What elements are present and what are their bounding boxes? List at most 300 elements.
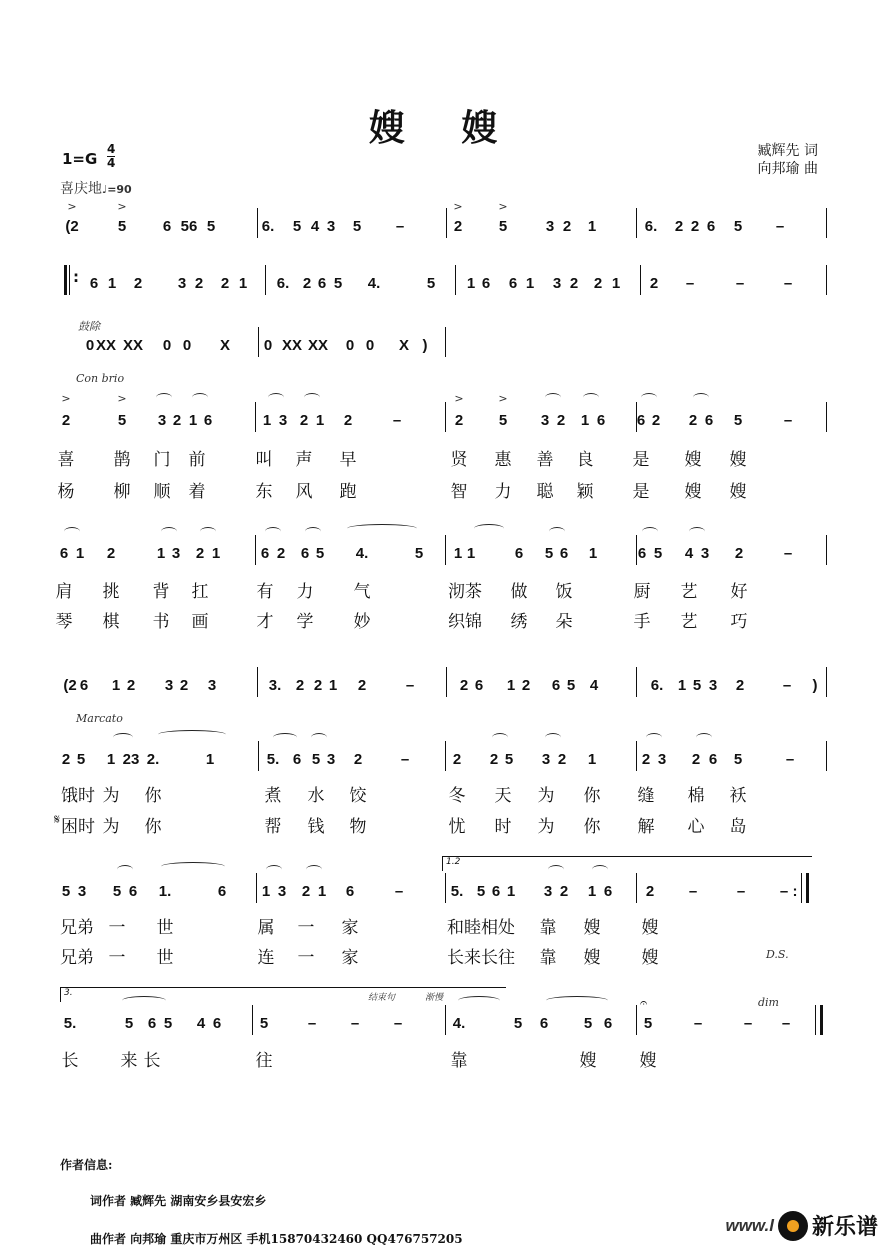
note: – — [781, 1015, 791, 1032]
note: 1 — [588, 545, 598, 562]
barline — [455, 265, 456, 295]
note: 3 — [540, 412, 550, 429]
slur — [122, 996, 166, 1005]
note: 4 — [684, 545, 694, 562]
note: 6 — [514, 545, 524, 562]
barline — [636, 1005, 637, 1035]
barline — [258, 741, 259, 771]
note: – — [736, 883, 746, 900]
note: 2 — [452, 751, 462, 768]
score-row — [0, 883, 888, 909]
note: 2. — [146, 751, 160, 768]
note: 2 — [126, 677, 136, 694]
note: 1. — [158, 883, 172, 900]
lyric-syllable: 才 — [256, 612, 274, 632]
note: 2 — [559, 883, 569, 900]
note: 2 — [220, 275, 230, 292]
note: 5 — [498, 218, 508, 235]
barline — [256, 873, 257, 903]
lyric-syllable: 手 — [633, 612, 651, 632]
note: 1 — [453, 545, 463, 562]
lyric-syllable: 杨 — [57, 482, 75, 502]
lyric-syllable: 属 — [257, 918, 275, 938]
note: 2 — [357, 677, 367, 694]
lyric-syllable: 妙 — [353, 612, 371, 632]
note: 1 — [580, 412, 590, 429]
note: 2 — [690, 218, 700, 235]
note: 5 — [112, 883, 122, 900]
note: 6 — [128, 883, 138, 900]
lyric-syllable: 解 — [637, 817, 655, 837]
slur — [158, 730, 226, 739]
note: 3 — [541, 751, 551, 768]
barline — [636, 535, 637, 565]
note: 2 — [313, 677, 323, 694]
note: 5 — [653, 545, 663, 562]
slur — [117, 865, 133, 874]
barline — [445, 741, 446, 771]
lyric-syllable: 一 — [108, 948, 126, 968]
note: 5 — [476, 883, 486, 900]
note: 6 — [212, 1015, 222, 1032]
lyric-syllable: 饭 — [555, 582, 573, 602]
note: – — [743, 1015, 753, 1032]
lyric-syllable: 早 — [339, 450, 357, 470]
note: 2 — [453, 218, 463, 235]
note: 3 — [700, 545, 710, 562]
lyric-syllable: 有 — [256, 582, 274, 602]
site-logo[interactable] — [725, 1210, 878, 1241]
author-info-heading: 作者信息: — [60, 1158, 113, 1172]
lyric-syllable: 艺 — [680, 582, 698, 602]
note: 5 — [163, 1015, 173, 1032]
note: 6 — [508, 275, 518, 292]
note: 2 — [688, 412, 698, 429]
lyric-syllable: 织锦 — [448, 612, 482, 632]
note: 3 — [177, 275, 187, 292]
note: – — [307, 1015, 317, 1032]
con-brio-marking: Con brio — [76, 372, 125, 385]
lyric-syllable: 艺 — [680, 612, 698, 632]
barline — [826, 741, 827, 771]
barline — [826, 667, 827, 697]
note: 5 — [315, 545, 325, 562]
note: 6 — [481, 275, 491, 292]
note: 2 — [569, 275, 579, 292]
accent-mark: > — [498, 392, 508, 405]
note: – — [395, 218, 405, 235]
note: 5 — [206, 218, 216, 235]
lyric-syllable: 兄弟 — [60, 918, 94, 938]
barline — [445, 327, 446, 357]
accent-mark: > — [61, 392, 71, 405]
lyric-syllable: 门 — [153, 450, 171, 470]
slur — [693, 393, 709, 402]
slur — [64, 527, 80, 536]
note: 5 — [259, 1015, 269, 1032]
lyric-syllable: 朵 — [555, 612, 573, 632]
lyric-syllable: 声 — [295, 450, 313, 470]
note: 2 — [641, 751, 651, 768]
note: – — [393, 1015, 403, 1032]
ending-phrase-marking: 结束句 — [368, 993, 396, 1003]
barline — [257, 208, 258, 238]
accent-mark: > — [117, 200, 127, 213]
note: – — [693, 1015, 703, 1032]
note: 3 — [164, 677, 174, 694]
note: 6 — [260, 545, 270, 562]
barline — [446, 667, 447, 697]
note: XX — [122, 337, 144, 354]
note: 5 — [733, 412, 743, 429]
lyric-syllable: 善 — [536, 450, 554, 470]
note: 1 — [328, 677, 338, 694]
lyric-syllable: 往 — [255, 1051, 273, 1071]
lyric-syllable: 靠 — [539, 948, 557, 968]
note: 6 — [59, 545, 69, 562]
lyric-syllable: 良 — [576, 450, 594, 470]
note: (2 — [65, 218, 79, 235]
note: XX — [281, 337, 303, 354]
lyric-syllable: 是 — [632, 450, 650, 470]
note: 3 — [657, 751, 667, 768]
lyric-syllable: 兄弟 — [60, 948, 94, 968]
note: 1 — [677, 677, 687, 694]
note: 6 — [636, 412, 646, 429]
note: 5 — [426, 275, 436, 292]
lyric-syllable: 饿时 — [61, 786, 95, 806]
note: 5 — [61, 883, 71, 900]
note: 2 — [674, 218, 684, 235]
lyric-syllable: 心 — [687, 817, 705, 837]
note: 1 — [211, 545, 221, 562]
note: 6 — [317, 275, 327, 292]
barline — [636, 667, 637, 697]
note: 6 — [704, 412, 714, 429]
note: 2 — [489, 751, 499, 768]
note: 3 — [277, 883, 287, 900]
note: 6 — [345, 883, 355, 900]
slur — [306, 865, 322, 874]
note: 3. — [268, 677, 282, 694]
slur — [641, 393, 657, 402]
fermata-icon: 𝄐 — [640, 996, 648, 1011]
lyric-syllable: 一 — [108, 918, 126, 938]
lyric-syllable: 缝 — [637, 786, 655, 806]
note: 6. — [261, 218, 275, 235]
note: 2 — [353, 751, 363, 768]
note: 2 — [734, 545, 744, 562]
note: 2 — [562, 218, 572, 235]
lyric-syllable: 聪 — [536, 482, 554, 502]
note: 0 — [85, 337, 95, 354]
note: 2 — [649, 275, 659, 292]
logo-name: 新乐谱 — [811, 1215, 878, 1240]
lyric-syllable: 时 — [494, 817, 512, 837]
note: – — [782, 677, 792, 694]
lyric-syllable: 柳 — [113, 482, 131, 502]
note: 4 — [589, 677, 599, 694]
barline — [446, 208, 447, 238]
note: 56 — [180, 218, 198, 235]
lyric-syllable: 煮 — [264, 786, 282, 806]
slur — [474, 524, 504, 533]
slur — [458, 996, 500, 1005]
lyric-syllable: 叫 — [255, 450, 273, 470]
time-signature: 4 4 — [107, 142, 116, 170]
lyric-syllable: 扛 — [191, 582, 209, 602]
lyric-syllable: 冬 — [448, 786, 466, 806]
slur — [548, 865, 564, 874]
barline — [445, 402, 446, 432]
lyric-syllable: 岛 — [729, 817, 747, 837]
note: 5 — [352, 218, 362, 235]
lyric-syllable: 嫂 — [684, 450, 702, 470]
note: 6 — [474, 677, 484, 694]
note: – — [685, 275, 695, 292]
note: 6 — [203, 412, 213, 429]
lyric-syllable: 巧 — [730, 612, 748, 632]
note: 6 — [147, 1015, 157, 1032]
lyric-syllable: 家 — [341, 948, 359, 968]
note: – — [405, 677, 415, 694]
lyric-syllable: 为 — [102, 786, 120, 806]
note: – — [735, 275, 745, 292]
note: – — [785, 751, 795, 768]
lyric-syllable: 力 — [296, 582, 314, 602]
ds-marking: D.S. — [766, 948, 789, 961]
note: 6. — [276, 275, 290, 292]
note: 0 — [182, 337, 192, 354]
lyric-syllable: 袄 — [729, 786, 747, 806]
note: – — [394, 883, 404, 900]
note: 5. — [450, 883, 464, 900]
note: 5 — [117, 218, 127, 235]
note: 2 — [556, 412, 566, 429]
note: X — [219, 337, 231, 354]
slur — [492, 733, 508, 742]
volta-bracket-3: 3. — [60, 987, 506, 1002]
lyric-syllable: 着 — [188, 482, 206, 502]
slur — [161, 862, 225, 871]
lyric-syllable: 琴 — [55, 612, 73, 632]
lyric-syllable: 和睦相处 — [447, 918, 515, 938]
note: 1 — [107, 275, 117, 292]
slur — [689, 527, 705, 536]
score-row — [0, 337, 888, 363]
lyric-syllable: 帮 — [264, 817, 282, 837]
slur — [192, 393, 208, 402]
note: X — [398, 337, 410, 354]
lyric-syllable: 来 — [120, 1051, 138, 1071]
lyric-syllable: 绣 — [510, 612, 528, 632]
lyric-syllable: 嫂 — [639, 1051, 657, 1071]
lyric-syllable: 东 — [255, 482, 273, 502]
score-row — [0, 677, 888, 703]
lyric-syllable: 为 — [102, 817, 120, 837]
composer-info: 曲作者 向邦瑜 重庆市万州区 手机15870432460 QQ476757205 — [90, 1232, 463, 1246]
note: 6 — [637, 545, 647, 562]
note: – — [392, 412, 402, 429]
lyric-syllable: 一 — [297, 948, 315, 968]
note: 2 — [106, 545, 116, 562]
barline — [826, 265, 827, 295]
lyric-syllable: 靠 — [450, 1051, 468, 1071]
score-row — [0, 275, 888, 301]
note: 4. — [452, 1015, 466, 1032]
lyric-syllable: 肩 — [55, 582, 73, 602]
lyric-syllable: 棋 — [102, 612, 120, 632]
note: 2 — [301, 883, 311, 900]
note: 1 — [466, 545, 476, 562]
lyric-syllable: 鹊 — [113, 450, 131, 470]
tempo-bpm: ♩=90 — [102, 183, 132, 196]
note: 2 — [691, 751, 701, 768]
note: 3 — [278, 412, 288, 429]
slur — [266, 865, 282, 874]
note: 2 — [459, 677, 469, 694]
lyric-syllable: 物 — [349, 817, 367, 837]
slur — [583, 393, 599, 402]
barline — [257, 667, 258, 697]
note: 2 — [276, 545, 286, 562]
slur — [268, 393, 284, 402]
lyric-syllable: 惠 — [494, 450, 512, 470]
note: 2 — [645, 883, 655, 900]
note: 3 — [543, 883, 553, 900]
note: – — [775, 218, 785, 235]
slur — [545, 733, 561, 742]
rit-marking: 渐慢 — [425, 993, 444, 1003]
note: 2 — [172, 412, 182, 429]
note: 2 — [651, 412, 661, 429]
lyric-syllable: 嫂 — [684, 482, 702, 502]
slur — [113, 733, 133, 742]
note: 6 — [217, 883, 227, 900]
note: 0 — [365, 337, 375, 354]
note: ) — [812, 677, 818, 694]
slur — [347, 524, 417, 533]
lyric-syllable: 为 — [537, 817, 555, 837]
note: 4. — [367, 275, 381, 292]
note: 1 — [111, 677, 121, 694]
note: 1 — [611, 275, 621, 292]
note: 6 — [491, 883, 501, 900]
lyric-syllable: 长 — [61, 1051, 79, 1071]
note: 2 — [302, 275, 312, 292]
note: 5 — [643, 1015, 653, 1032]
note: 5 — [544, 545, 554, 562]
lyric-syllable: 长 — [143, 1051, 161, 1071]
lyric-syllable: 贤 — [450, 450, 468, 470]
note: 2 — [194, 275, 204, 292]
lyric-syllable: 做 — [510, 582, 528, 602]
lyric-syllable: 天 — [494, 786, 512, 806]
lyric-syllable: 是 — [632, 482, 650, 502]
barline — [826, 402, 827, 432]
drum-marking: 鼓除 — [78, 320, 100, 333]
note: 1 — [106, 751, 116, 768]
note: 4 — [196, 1015, 206, 1032]
note: ) — [422, 337, 428, 354]
score-row — [0, 1015, 888, 1041]
accent-mark: > — [454, 392, 464, 405]
note: 5 — [414, 545, 424, 562]
score-row — [0, 412, 888, 438]
note: 3 — [77, 883, 87, 900]
lyric-syllable: 嫂 — [583, 948, 601, 968]
barline — [265, 265, 266, 295]
note: 5. — [266, 751, 280, 768]
lyric-syllable: 风 — [295, 482, 313, 502]
note: 2 — [295, 677, 305, 694]
note: – — [350, 1015, 360, 1032]
lyric-syllable: 嫂 — [583, 918, 601, 938]
note: – — [783, 275, 793, 292]
final-barline — [806, 873, 809, 903]
barline — [826, 208, 827, 238]
accent-mark: > — [67, 200, 77, 213]
score-row — [0, 218, 888, 244]
note: 1 — [587, 883, 597, 900]
lyric-syllable: 好 — [730, 582, 748, 602]
note: 5 — [117, 412, 127, 429]
lyric-syllable: 水 — [307, 786, 325, 806]
note: XX — [307, 337, 329, 354]
note: 5 — [566, 677, 576, 694]
volta-bracket-1-2: 1.2 — [442, 856, 812, 871]
lyric-syllable: 厨 — [633, 582, 651, 602]
note: 5 — [504, 751, 514, 768]
lyric-syllable: 忧 — [448, 817, 466, 837]
lyric-syllable: 家 — [341, 918, 359, 938]
note: 1 — [506, 883, 516, 900]
note: 5 — [692, 677, 702, 694]
note: 1 — [261, 883, 271, 900]
barline — [640, 265, 641, 295]
note: 1 — [75, 545, 85, 562]
lyric-syllable: 钱 — [307, 817, 325, 837]
lyricist-credit: 臧辉先 词 — [757, 143, 818, 159]
note: – — [783, 545, 793, 562]
slur — [156, 393, 172, 402]
barline — [445, 1005, 446, 1035]
note: 4. — [355, 545, 369, 562]
accent-mark: > — [117, 392, 127, 405]
slur — [546, 996, 608, 1005]
vinyl-disc-icon — [778, 1211, 808, 1241]
note: 1 — [317, 883, 327, 900]
note: 2 — [195, 545, 205, 562]
lyric-syllable: 你 — [583, 817, 601, 837]
slur — [646, 733, 662, 742]
note: 6. — [644, 218, 658, 235]
note: 5. — [63, 1015, 77, 1032]
note: 2 — [61, 412, 71, 429]
barline — [255, 535, 256, 565]
lyric-syllable: 力 — [494, 482, 512, 502]
lyric-syllable: 嫂 — [579, 1051, 597, 1071]
note: 6 — [706, 218, 716, 235]
page-title: 嫂 嫂 — [368, 107, 520, 149]
composer-credit: 向邦瑜 曲 — [757, 161, 818, 177]
note: 3 — [552, 275, 562, 292]
barline — [826, 535, 827, 565]
note: 5 — [583, 1015, 593, 1032]
note: 6 — [89, 275, 99, 292]
note: 1 — [525, 275, 535, 292]
key-signature: 1=G — [62, 150, 98, 168]
